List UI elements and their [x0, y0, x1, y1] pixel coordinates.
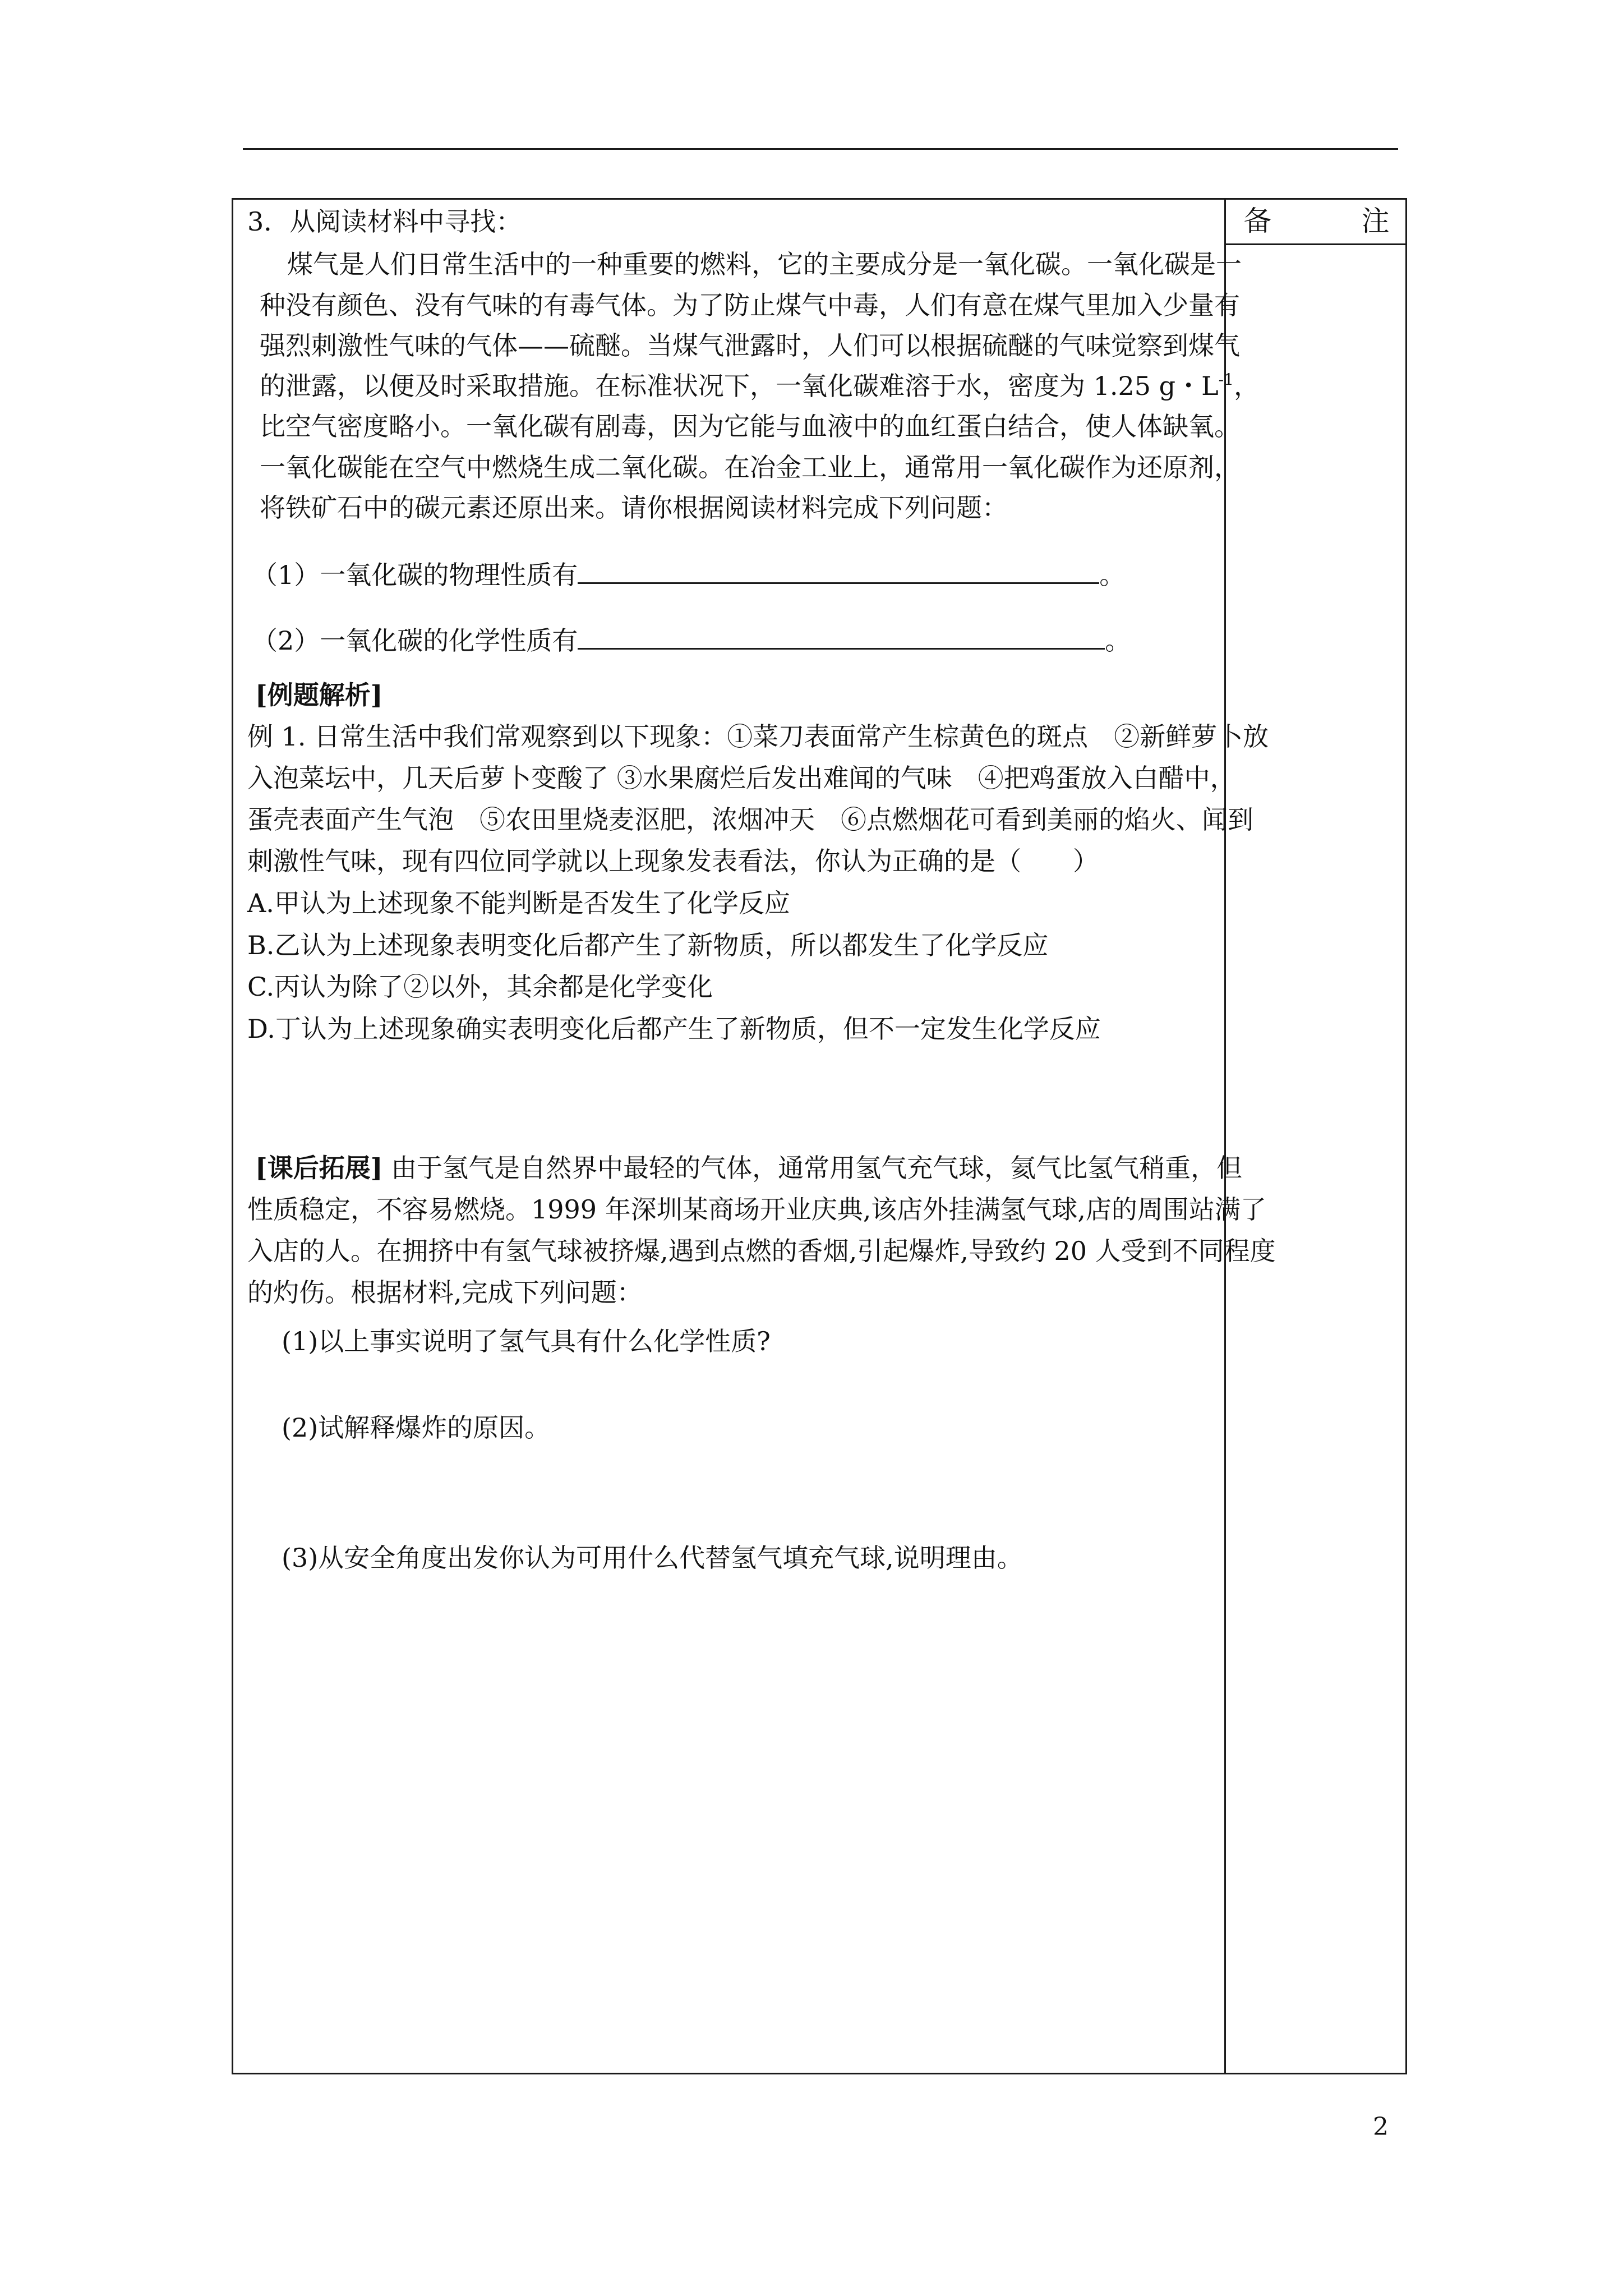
extension-first-line [255, 1151, 1242, 1185]
extension-question-2: (2)试解释爆炸的原因。 [282, 1412, 551, 1443]
answer-blank-2[interactable] [578, 625, 1105, 650]
extension-heading: [课后拓展] [255, 1153, 383, 1183]
extension-question-3: (3)从安全角度出发你认为可用什么代替氢气填充气球,说明理由。 [282, 1543, 1023, 1573]
option-c: C.丙认为除了②以外，其余都是化学变化 [247, 972, 713, 1002]
notes-label-char-1: 备 [1243, 205, 1272, 237]
option-d: D.丁认为上述现象确实表明变化后都产生了新物质，但不一定发生化学反应 [247, 1014, 1101, 1044]
question-1-label: （1）一氧化碳的物理性质有 [252, 560, 578, 590]
example-line: 刺激性气味，现有四位同学就以上现象发表看法，你认为正确的是（ ） [247, 846, 1099, 876]
section3-para-line: 比空气密度略小。一氧化碳有剧毒，因为它能与血液中的血红蛋白结合，使人体缺氧。 [260, 411, 1240, 441]
page-number: 2 [1373, 2113, 1389, 2141]
header-rule [243, 148, 1398, 150]
answer-blank-1[interactable] [578, 560, 1099, 584]
extension-line: 的灼伤。根据材料,完成下列问题： [247, 1277, 643, 1308]
section3-para-line: 一氧化碳能在空气中燃烧生成二氧化碳。在冶金工业上，通常用一氧化碳作为还原剂， [260, 452, 1240, 482]
section3-para-line: 种没有颜色、没有气味的有毒气体。为了防止煤气中毒，人们有意在煤气里加入少量有 [260, 290, 1240, 320]
extension-line: 性质稳定，不容易燃烧。1999 年深圳某商场开业庆典,该店外挂满氢气球,店的周围站满了 [247, 1194, 1266, 1225]
example-heading: [例题解析] [255, 680, 383, 710]
notes-column-header [1226, 199, 1407, 243]
section3-para-line: 煤气是人们日常生活中的一种重要的燃料，它的主要成分是一氧化碳。一氧化碳是一 [287, 249, 1242, 279]
question-physical-properties [252, 558, 1125, 592]
example-line: 蛋壳表面产生气泡 ⑤农田里烧麦沤肥，浓烟冲天 ⑥点燃烟花可看到美丽的焰火、闻到 [247, 804, 1253, 835]
option-a: A.甲认为上述现象不能判断是否发生了化学反应 [247, 888, 790, 918]
section3-heading: 3．从阅读材料中寻找： [247, 206, 522, 237]
question-2-label: （2）一氧化碳的化学性质有 [252, 625, 578, 656]
question-2-period: 。 [1105, 625, 1131, 656]
question-chemical-properties [252, 624, 1131, 657]
example-line: 例 1. 日常生活中我们常观察到以下现象：①菜刀表面常产生棕黄色的斑点 ②新鲜萝卜放 [247, 721, 1269, 752]
extension-line: 入店的人。在拥挤中有氢气球被挤爆,遇到点燃的香烟,引起爆炸,导致约 20 人受到不同程度 [247, 1236, 1276, 1266]
section3-para-line: 将铁矿石中的碳元素还原出来。请你根据阅读材料完成下列问题： [260, 493, 1008, 523]
example-line: 入泡菜坛中，几天后萝卜变酸了 ③水果腐烂后发出难闻的气味 ④把鸡蛋放入白醋中， [247, 763, 1236, 793]
extension-question-1: (1)以上事实说明了氢气具有什么化学性质? [282, 1326, 771, 1356]
density-tail: ， [1233, 371, 1260, 401]
notes-header-divider [1224, 243, 1407, 245]
density-text: 的泄露，以便及时采取措施。在标准状况下，一氧化碳难溶于水，密度为 1.25 g・L [260, 371, 1219, 401]
section3-para-line [260, 369, 1260, 403]
density-exponent: -1 [1218, 370, 1234, 389]
section3-para-line: 强烈刺激性气味的气体——硫醚。当煤气泄露时，人们可以根据硫醚的气味觉察到煤气 [260, 330, 1240, 361]
option-b: B.乙认为上述现象表明变化后都产生了新物质，所以都发生了化学反应 [247, 930, 1049, 960]
notes-label-char-2: 注 [1361, 205, 1390, 237]
extension-intro: 由于氢气是自然界中最轻的气体，通常用氢气充气球，氦气比氢气稍重，但 [382, 1153, 1243, 1183]
question-1-period: 。 [1099, 560, 1126, 590]
